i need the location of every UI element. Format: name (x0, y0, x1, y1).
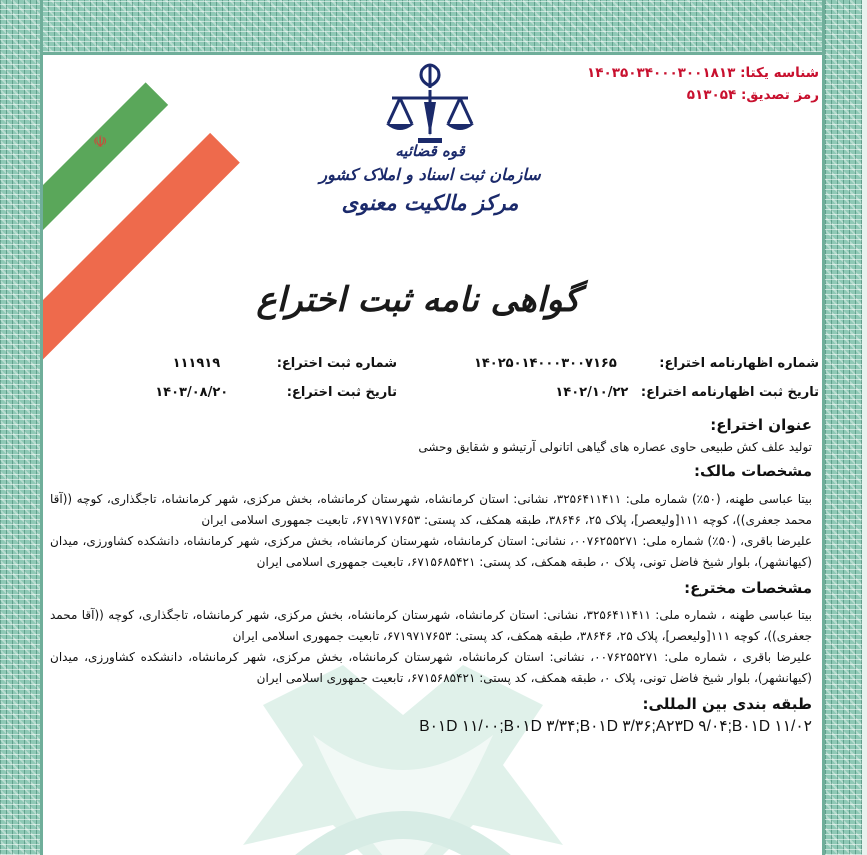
declaration-number-value: ۱۴۰۲۵۰۱۴۰۰۰۳۰۰۷۱۶۵ (473, 356, 617, 371)
inventor-item: علیرضا باقری ، شماره ملی: ۰۰۷۶۲۵۵۲۷۱، نشانی: استان کرمانشاه، شهرستان کرمانشاه، بخش مرکزی، شهر کرمانشاه، دانشکده کشاورزی، میدان (کیهانشهر)، بلوار شیخ فاضل تونی، پلاک ۰، طبقه همکف، کد پستی: ۶۷۱۵۶۸۵۴۲۱، تابعیت جمهوری اسلامی ایران (50, 650, 812, 685)
org-line-ip-center: مرکز مالکیت معنوی (341, 190, 519, 215)
decorative-border-left (0, 0, 43, 855)
registration-number-row (173, 356, 397, 371)
verification-code-label: رمز تصدیق: (740, 87, 819, 103)
page-margin (862, 0, 867, 855)
declaration-date-row (555, 385, 819, 400)
declaration-number-label: شماره اظهارنامه اختراع: (659, 356, 819, 371)
certificate-body (50, 413, 812, 738)
inventors-heading: مشخصات مخترع: (684, 579, 812, 597)
header-codes (587, 62, 819, 106)
flag-emblem-icon: ☫ (93, 132, 108, 151)
certificate-title: گواهی نامه ثبت اختراع (256, 280, 580, 320)
declaration-date-value: ۱۴۰۲/۱۰/۲۲ (555, 385, 629, 400)
decorative-border-top (0, 0, 867, 55)
declaration-number-row (474, 356, 819, 371)
unique-id-label: شناسه یکتا: (740, 65, 819, 81)
organization-name (290, 140, 570, 218)
classification-heading: طبقه بندی بین المللی: (642, 695, 812, 713)
registration-date-value: ۱۴۰۳/۰۸/۲۰ (155, 385, 229, 400)
registration-number-label: شماره ثبت اختراع: (276, 356, 397, 371)
decorative-border-right (822, 0, 865, 855)
org-line-registry: سازمان ثبت اسناد و املاک کشور (319, 165, 541, 184)
unique-id-row (587, 62, 819, 84)
unique-id-value: ۱۴۰۳۵۰۳۴۰۰۰۳۰۰۱۸۱۳ (587, 65, 736, 81)
declaration-date-label: تاریخ ثبت اظهارنامه اختراع: (640, 385, 819, 400)
verification-code-value: ۵۱۳۰۵۴ (686, 87, 737, 103)
invention-title-text: تولید علف کش طبیعی حاوی عصاره های گیاهی اتانولی آرتیشو و شقایق وحشی (418, 440, 812, 454)
judiciary-scales-emblem-icon (380, 62, 480, 152)
inventor-item: بیتا عباسی طهنه ، شماره ملی: ۳۲۵۶۴۱۱۴۱۱، نشانی: استان کرمانشاه، شهرستان کرمانشاه، بخش مرکزی، شهر کرمانشاه، تاجگذاری، کوچه ((آقا محمد جعفری))، کوچه ۱۱۱[ولیعصر]، پلاک ۲۵، ۳۸۶۴۶، طبقه همکف، کد پستی: ۶۷۱۹۷۱۷۶۵۳، تابعیت جمهوری اسلامی ایران (50, 608, 813, 643)
verification-code-row (587, 84, 819, 106)
invention-title-heading: عنوان اختراع: (710, 416, 812, 434)
owner-item: بیتا عباسی طهنه، (۵۰٪) شماره ملی: ۳۲۵۶۴۱۱۴۱۱، نشانی: استان کرمانشاه، شهرستان کرمانشاه، بخش مرکزی، شهر کرمانشاه، تاجگذاری، کوچه ((آقا محمد جعفری))، کوچه ۱۱۱[ولیعصر]، پلاک ۲۵، ۳۸۶۴۶، طبقه همکف، کد پستی: ۶۷۱۹۷۱۷۶۵۳، تابعیت جمهوری اسلامی ایران (50, 492, 812, 527)
registration-date-row (155, 385, 397, 400)
org-line-judiciary: قوه قضائیه (395, 142, 465, 160)
owner-item: علیرضا باقری، (۵۰٪) شماره ملی: ۰۰۷۶۲۵۵۲۷۱، نشانی: استان کرمانشاه، شهرستان کرمانشاه، بخش مرکزی، شهر کرمانشاه، دانشکده کشاورزی، میدان (کیهانشهر)، بلوار شیخ فاضل تونی، پلاک ۰، طبقه همکف، کد پستی: ۶۷۱۵۶۸۵۴۲۱، تابعیت جمهوری اسلامی ایران (50, 534, 813, 569)
classification-codes: B۰۱D ۱۱/۰۰;B۰۱D ۳/۳۴;B۰۱D ۳/۳۶;A۲۳D ۹/۰۴;B۰۱D ۱۱/۰۲ (419, 718, 812, 735)
owners-heading: مشخصات مالک: (694, 462, 812, 480)
registration-date-label: تاریخ ثبت اختراع: (286, 385, 397, 400)
registration-number-value: ۱۱۱۹۱۹ (172, 356, 221, 371)
